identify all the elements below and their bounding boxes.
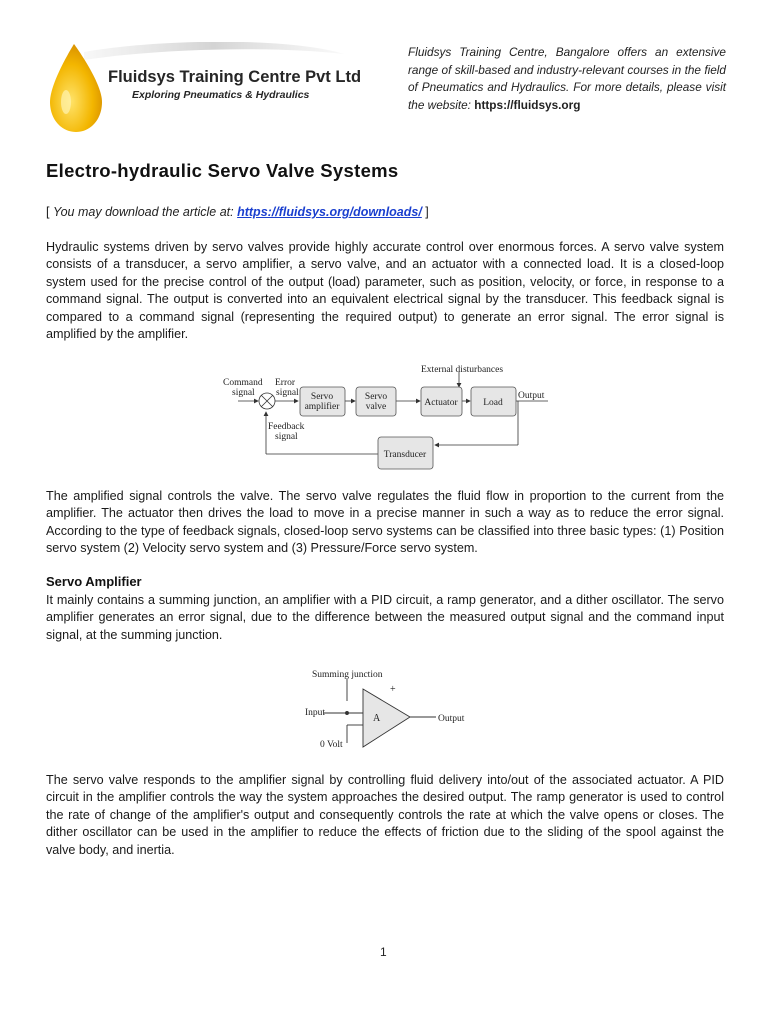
logo-name: Fluidsys Training Centre Pvt Ltd: [108, 68, 362, 86]
download-suffix: ]: [421, 205, 429, 219]
promo-body: Fluidsys Training Centre, Bangalore offers an extensive range of skill-based and industry-relevant courses in the field of Pneumatics and Hydraulics. For more details, please visit the website:: [408, 45, 726, 112]
label-plus: +: [390, 684, 396, 695]
promo-link[interactable]: https://fluidsys.org: [474, 97, 581, 112]
paragraph-servo-valve-response: The servo valve responds to the amplifier signal by controlling fluid delivery into/out of the associated actuator. A PID circuit in the amplifier controls the way the system approaches the desired output. The ramp generator is used to control the rate of change of the amplifier's output and consequently controls the rate at which the valve opens or closes. The dither oscillator can be used in the amplifier to reduce the effects of friction due to the sliding of the spool against the valve body, and inertia.: [46, 773, 724, 857]
company-logo: [44, 42, 374, 134]
paragraph-valve: The amplified signal controls the valve. The servo valve regulates the fluid flow in proportion to the current from the amplifier. The actuator then drives the load to move in a precise manner in such a way as to reduce the error signal. According to the type of feedback signals, closed-loop servo systems can be classified into three basic types: (1) Position servo system (2) Velocity servo system and (3) Pressure/Force servo system.: [46, 489, 724, 556]
label-feedback: Feedback: [268, 422, 305, 432]
label-amp-output: Output: [438, 714, 465, 724]
label-input: Input: [305, 708, 326, 718]
section-heading-servo-amplifier: Servo Amplifier: [46, 574, 142, 589]
label-servo-amplifier-2: amplifier: [304, 402, 340, 412]
label-amp-a: A: [373, 713, 381, 724]
paragraph-amplifier: It mainly contains a summing junction, an amplifier with a PID circuit, a ramp generator, and a dither oscillator. The servo amplifier generates an error signal, due to the difference between the measured output signal and the command input signal, at the summing junction.: [46, 593, 724, 642]
label-servo-valve-2: valve: [365, 402, 387, 412]
label-summing-junction: Summing junction: [312, 670, 383, 680]
label-actuator: Actuator: [424, 398, 458, 408]
label-transducer: Transducer: [383, 450, 427, 460]
label-load: Load: [483, 398, 503, 408]
servo-system-block-diagram: [218, 363, 554, 471]
article-title: Electro-hydraulic Servo Valve Systems: [46, 160, 399, 181]
download-prefix: [: [46, 205, 53, 219]
download-label: You may download the article at:: [52, 205, 238, 219]
amplifier-triangle: [363, 689, 410, 747]
logo-graphic: [44, 42, 374, 134]
label-command-signal: signal: [232, 388, 255, 398]
servo-amplifier-diagram: [300, 665, 472, 753]
label-error: Error: [275, 378, 296, 388]
label-zero-volt: 0 Volt: [320, 740, 343, 750]
label-feedback-signal: signal: [275, 432, 298, 442]
label-command: Command: [223, 378, 263, 388]
label-external-disturbances: External disturbances: [421, 365, 504, 375]
download-link[interactable]: https://fluidsys.org/downloads/: [237, 205, 422, 219]
label-servo-amplifier-1: Servo: [310, 392, 334, 402]
label-error-signal: signal: [276, 388, 299, 398]
promo-text: [408, 44, 726, 114]
label-output: Output: [518, 391, 545, 401]
paragraph-intro: Hydraulic systems driven by servo valves provide highly accurate control over enormous forces. A servo valve system consists of a transducer, a servo amplifier, a servo valve, and an actuator with a connected load. It is a closed-loop system used for the precise control of the output (load) parameter, such as position, velocity, or force, in response to a command signal. The output is converted into an equivalent electrical signal by the transducer. This feedback signal is compared to a command signal (representing the required output) to generate an error signal. The error signal is amplified by the amplifier.: [46, 240, 724, 342]
label-servo-valve-1: Servo: [364, 392, 388, 402]
logo-tagline: Exploring Pneumatics & Hydraulics: [132, 89, 310, 101]
page-number: 1: [380, 945, 387, 959]
download-line: [46, 205, 429, 219]
